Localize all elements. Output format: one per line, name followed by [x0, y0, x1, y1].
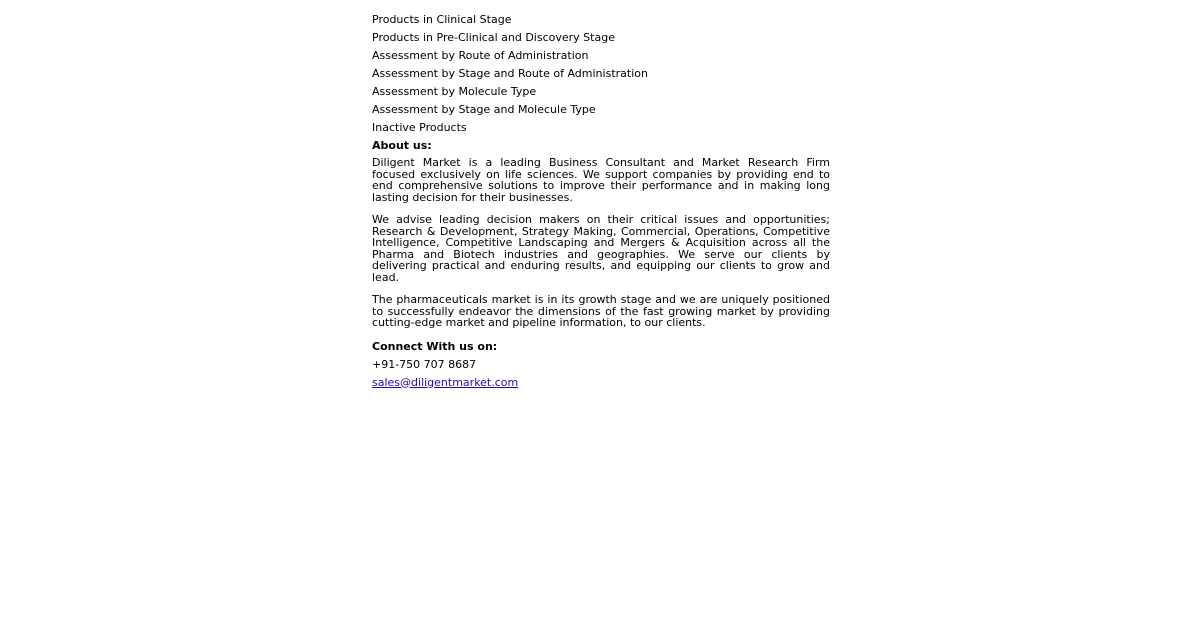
- contact-phone: +91-750 707 8687: [372, 357, 477, 371]
- about-heading: About us:: [372, 139, 432, 152]
- list-item-inactive-products: Inactive Products: [372, 121, 467, 134]
- about-paragraph-advisory: We advise leading decision makers on their critical issues and opportunities; Research & Development, Strategy Making, Commercial, Operations, Competitive Intelligence, Competitive Landscaping and Mergers & Acquisition across all the Pharma and Biotech industries and geographies. We serve our clients by delivering practical and enduring results, and equipping our clients to grow and lead.: [372, 213, 830, 284]
- about-paragraph-market: The pharmaceuticals market is in its growth stage and we are uniquely positioned to successfully endeavor the dimensions of the fast growing market by providing cutting-edge market and pipeline information, to our clients.: [372, 293, 830, 329]
- email-link-text[interactable]: sales@diligentmarket.com: [372, 375, 519, 389]
- list-item-stage-and-route: Assessment by Stage and Route of Administration: [372, 67, 648, 80]
- contact-email-link[interactable]: [372, 376, 830, 389]
- report-contents-section: [372, 13, 830, 394]
- list-item-route-of-administration: Assessment by Route of Administration: [372, 49, 589, 62]
- about-paragraph-intro: Diligent Market is a leading Business Consultant and Market Research Firm focused exclusively on life sciences. We support companies by providing end to end comprehensive solutions to improve their performance and in making long lasting decision for their businesses.: [372, 156, 830, 204]
- list-item-clinical-stage: Products in Clinical Stage: [372, 13, 512, 26]
- connect-heading: Connect With us on:: [372, 339, 498, 353]
- list-item-molecule-type: Assessment by Molecule Type: [372, 85, 537, 98]
- list-item-stage-and-molecule: Assessment by Stage and Molecule Type: [372, 103, 596, 116]
- list-item-preclinical-stage: Products in Pre-Clinical and Discovery Stage: [372, 31, 615, 44]
